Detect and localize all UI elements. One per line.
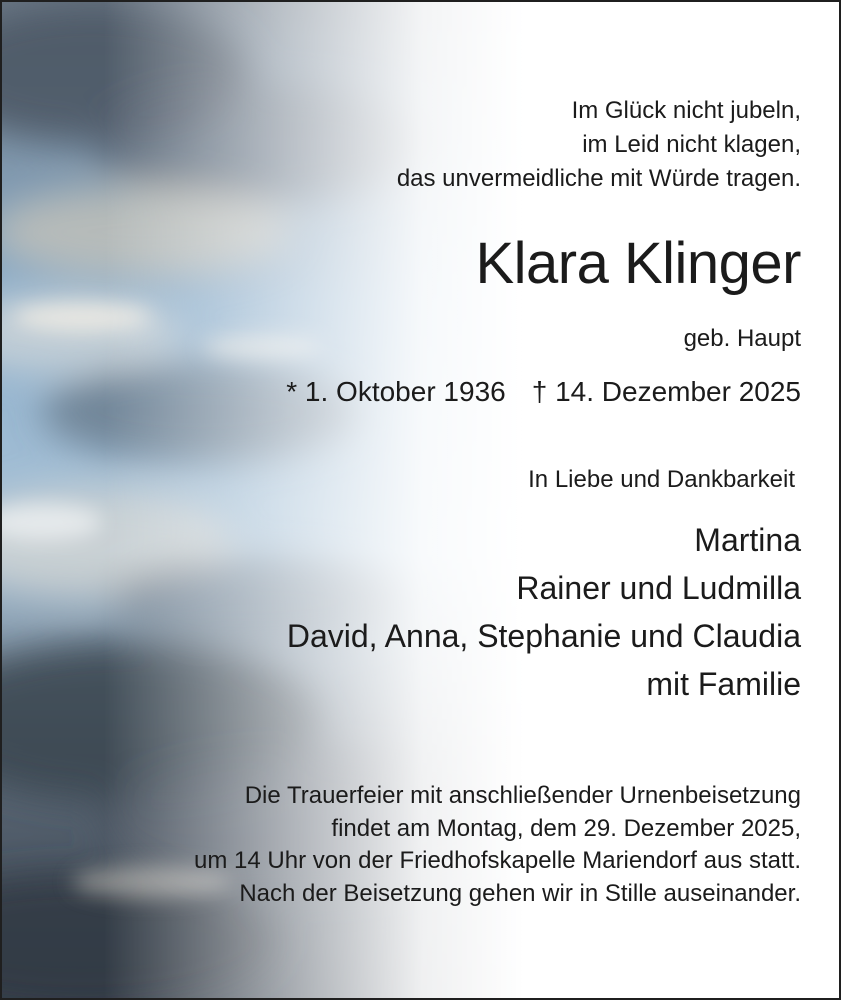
ceremony-line: findet am Montag, dem 29. Dezember 2025, — [331, 814, 801, 842]
birth-date: * 1. Oktober 1936 — [286, 376, 506, 407]
death-date: † 14. Dezember 2025 — [531, 376, 801, 407]
mourner-name: Rainer und Ludmilla — [516, 570, 801, 606]
mourner-name: Martina — [694, 522, 801, 558]
motto-verse — [397, 94, 801, 196]
dedication: In Liebe und Dankbarkeit — [528, 466, 795, 493]
motto-line: Im Glück nicht jubeln, — [571, 97, 801, 124]
motto-line: das unvermeidliche mit Würde tragen. — [396, 165, 801, 192]
ceremony-line: Die Trauerfeier mit anschließender Urnenbeisetzung — [244, 782, 801, 809]
life-dates — [286, 374, 801, 410]
ceremony-details — [194, 780, 801, 910]
motto-line: im Leid nicht klagen, — [582, 131, 801, 158]
ceremony-line: um 14 Uhr von der Friedhofskapelle Mariendorf aus statt. — [194, 847, 801, 874]
mourners-list — [287, 516, 801, 708]
birth-name: geb. Haupt — [683, 325, 801, 352]
ceremony-line: Nach der Beisetzung gehen wir in Stille auseinander. — [239, 879, 801, 907]
mourner-name: David, Anna, Stephanie und Claudia — [286, 618, 801, 654]
mourner-name: mit Familie — [646, 666, 801, 702]
deceased-name: Klara Klinger — [475, 231, 801, 296]
